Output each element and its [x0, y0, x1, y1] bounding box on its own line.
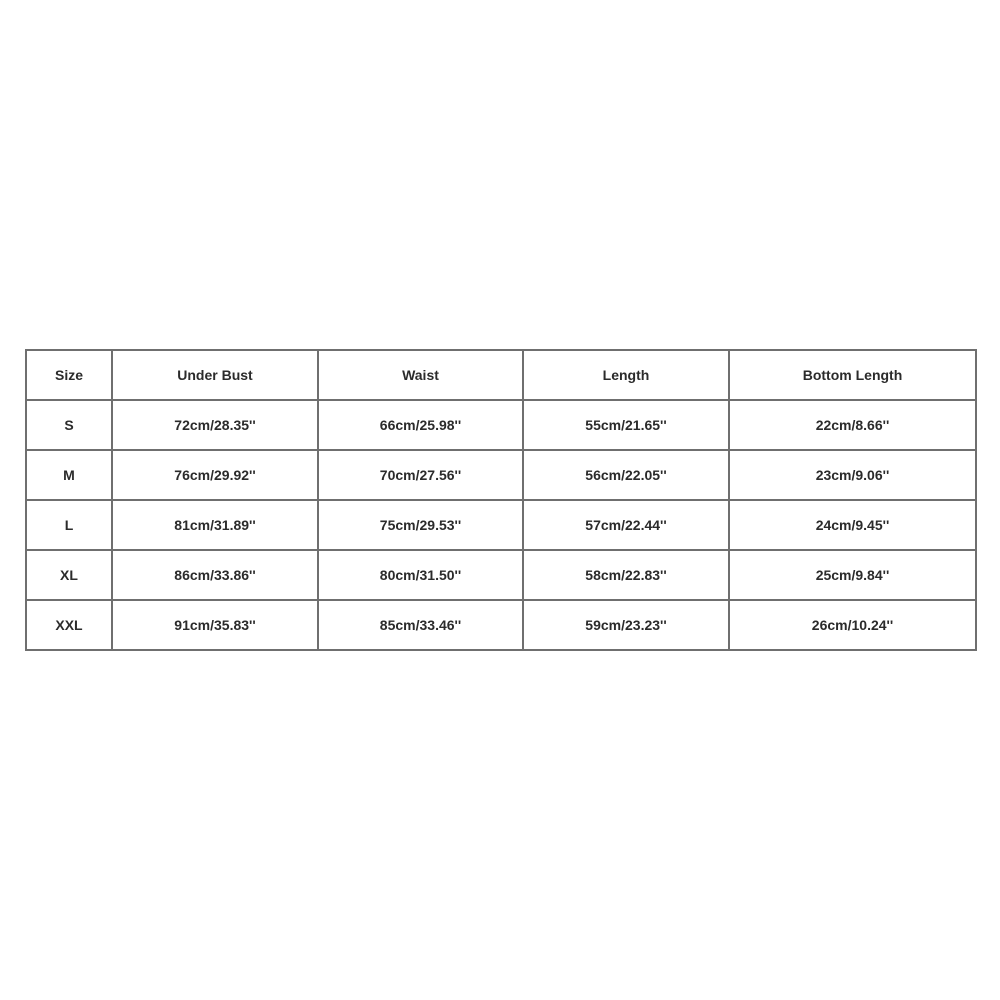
cell-size: XXL: [26, 600, 112, 650]
header-waist: Waist: [318, 350, 523, 400]
cell-under-bust: 81cm/31.89'': [112, 500, 318, 550]
table-row: [26, 600, 976, 650]
cell-length: 55cm/21.65'': [523, 400, 729, 450]
cell-size: XL: [26, 550, 112, 600]
cell-length: 59cm/23.23'': [523, 600, 729, 650]
cell-bottom-length: 22cm/8.66'': [729, 400, 976, 450]
cell-bottom-length: 26cm/10.24'': [729, 600, 976, 650]
cell-under-bust: 86cm/33.86'': [112, 550, 318, 600]
cell-bottom-length: 24cm/9.45'': [729, 500, 976, 550]
cell-under-bust: 72cm/28.35'': [112, 400, 318, 450]
header-length: Length: [523, 350, 729, 400]
table-row: [26, 400, 976, 450]
size-chart-table: [25, 349, 977, 651]
cell-length: 58cm/22.83'': [523, 550, 729, 600]
header-under-bust: Under Bust: [112, 350, 318, 400]
cell-waist: 75cm/29.53'': [318, 500, 523, 550]
cell-under-bust: 76cm/29.92'': [112, 450, 318, 500]
header-bottom-length: Bottom Length: [729, 350, 976, 400]
cell-waist: 80cm/31.50'': [318, 550, 523, 600]
cell-bottom-length: 25cm/9.84'': [729, 550, 976, 600]
cell-bottom-length: 23cm/9.06'': [729, 450, 976, 500]
table-row: [26, 550, 976, 600]
cell-waist: 85cm/33.46'': [318, 600, 523, 650]
table-row: [26, 450, 976, 500]
table-header-row: [26, 350, 976, 400]
table-row: [26, 500, 976, 550]
cell-under-bust: 91cm/35.83'': [112, 600, 318, 650]
header-size: Size: [26, 350, 112, 400]
cell-length: 56cm/22.05'': [523, 450, 729, 500]
cell-size: L: [26, 500, 112, 550]
cell-size: M: [26, 450, 112, 500]
cell-waist: 66cm/25.98'': [318, 400, 523, 450]
cell-waist: 70cm/27.56'': [318, 450, 523, 500]
cell-length: 57cm/22.44'': [523, 500, 729, 550]
cell-size: S: [26, 400, 112, 450]
